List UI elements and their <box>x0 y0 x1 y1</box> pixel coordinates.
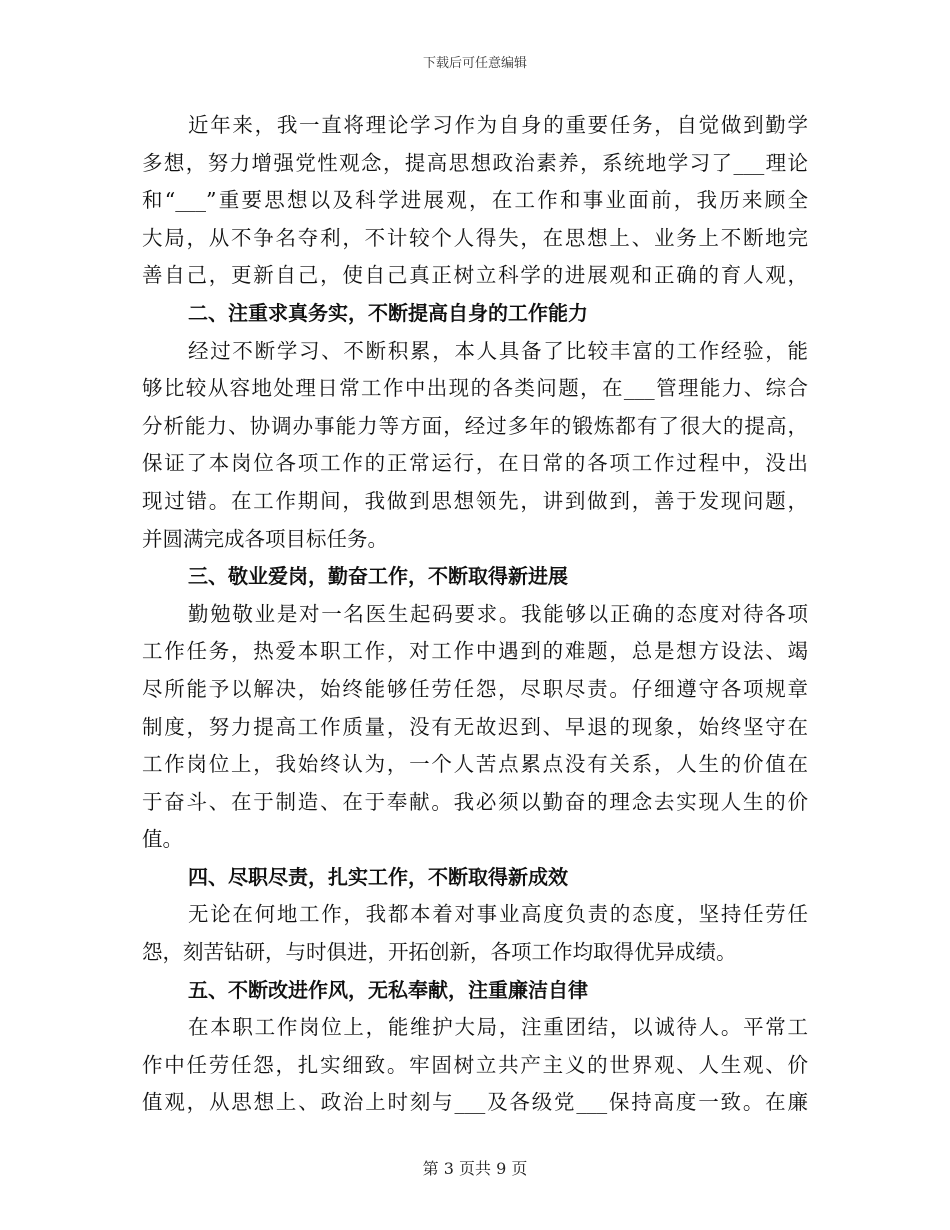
document-body <box>142 107 808 1122</box>
paragraph-line: 大局，从不争名夺利，不计较个人得失，在思想上、业务上不断地完 <box>142 225 808 250</box>
paragraph-line: 作中任劳任怨，扎实细致。牢固树立共产主义的世界观、人生观、价 <box>142 1052 808 1077</box>
paragraph-line: 善自己，更新自己，使自己真正树立科学的进展观和正确的育人观， <box>142 263 808 288</box>
paragraph-line: 和“___”重要思想以及科学进展观，在工作和事业面前，我历来顾全 <box>142 188 808 213</box>
paragraph-line: 怨，刻苦钻研，与时俱进，开拓创新，各项工作均取得优异成绩。 <box>142 940 737 965</box>
paragraph-line: 工作岗位上，我始终认为，一个人苦点累点没有关系，人生的价值在 <box>142 752 808 777</box>
page-header: 下载后可任意编辑 <box>422 56 527 71</box>
paragraph-line: 于奋斗、在于制造、在于奉献。我必须以勤奋的理念去实现人生的价 <box>142 789 808 814</box>
paragraph-line: 值。 <box>142 827 183 852</box>
paragraph-line: 值观，从思想上、政治上时刻与___及各级党___保持高度一致。在廉 <box>142 1090 808 1115</box>
paragraph-line: 并圆满完成各项目标任务。 <box>142 526 388 551</box>
paragraph-line: 保证了本岗位各项工作的正常运行，在日常的各项工作过程中，没出 <box>142 451 808 476</box>
paragraph-line: 尽所能予以解决，始终能够任劳任怨，尽职尽责。仔细遵守各项规章 <box>142 676 808 701</box>
section-heading-2: 二、注重求真务实，不断提高自身的工作能力 <box>188 300 588 325</box>
paragraph-line: 多想，努力增强党性观念，提高思想政治素养，系统地学习了___理论 <box>142 150 808 175</box>
paragraph-line: 够比较从容地处理日常工作中出现的各类问题，在___管理能力、综合 <box>142 376 808 401</box>
paragraph-line: 经过不断学习、不断积累，本人具备了比较丰富的工作经验，能 <box>188 338 808 363</box>
paragraph-line: 勤勉敬业是对一名医生起码要求。我能够以正确的态度对待各项 <box>188 601 808 626</box>
section-heading-4: 四、尽职尽责，扎实工作，不断取得新成效 <box>188 864 568 889</box>
section-heading-5: 五、不断改进作风，无私奉献，注重廉洁自律 <box>188 977 588 1002</box>
paragraph-line: 近年来，我一直将理论学习作为自身的重要任务，自觉做到勤学 <box>188 113 808 137</box>
paragraph-line: 无论在何地工作，我都本着对事业高度负责的态度，坚持任劳任 <box>188 902 808 927</box>
paragraph-line: 现过错。在工作期间，我做到思想领先，讲到做到，善于发现问题， <box>142 488 808 513</box>
paragraph-line: 工作任务，热爱本职工作，对工作中遇到的难题，总是想方设法、竭 <box>142 639 808 664</box>
paragraph-line: 制度，努力提高工作质量，没有无故迟到、早退的现象，始终坚守在 <box>142 714 808 739</box>
paragraph-line: 分析能力、协调办事能力等方面，经过多年的锻炼都有了很大的提高， <box>142 413 808 438</box>
section-heading-3: 三、敬业爱岗，勤奋工作，不断取得新进展 <box>188 564 568 589</box>
paragraph-line: 在本职工作岗位上，能维护大局，注重团结，以诚待人。平常工 <box>188 1015 808 1040</box>
page-footer: 第 3 页共 9 页 <box>422 1159 528 1178</box>
